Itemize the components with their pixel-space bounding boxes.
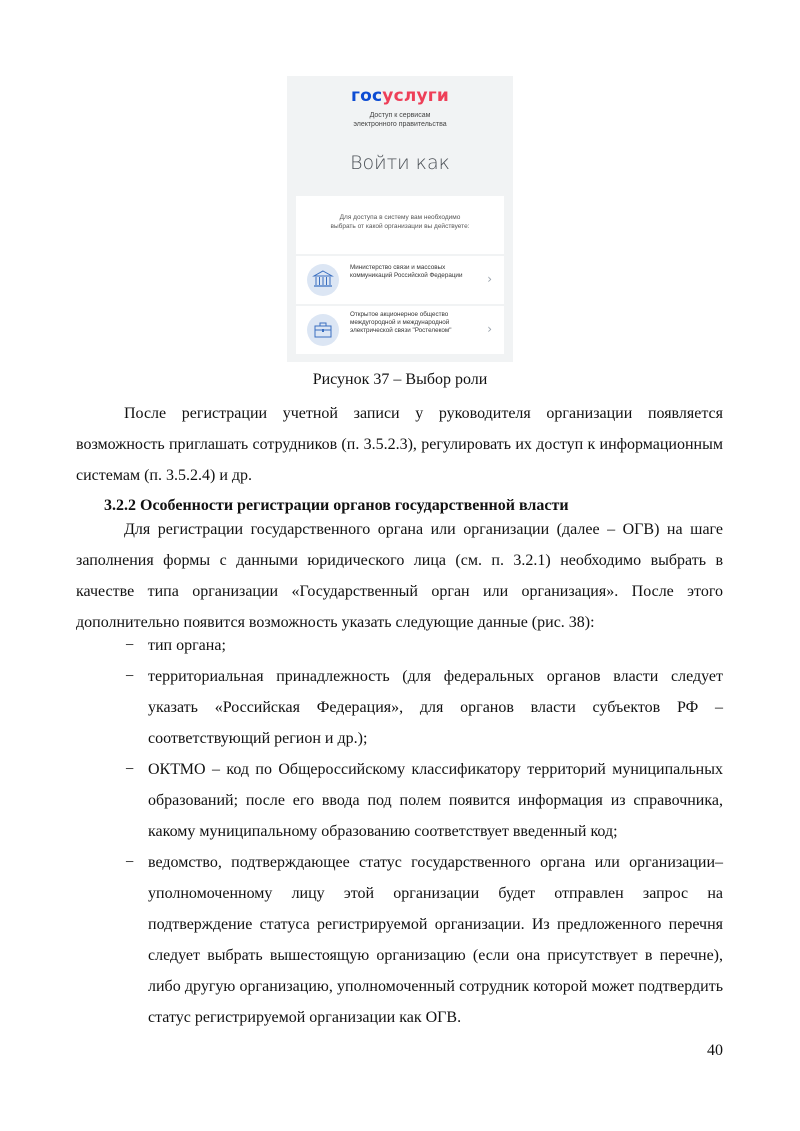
list-item: [0, 847, 800, 1033]
chevron-right-icon: ›: [487, 322, 492, 336]
paragraph: После регистрации учетной записи у руководителя организации появляется возможность приглашать сотрудников (п. 3.5.2.3), регулировать их доступ к информационным системам (п. 3.5.2.4) и др.: [76, 405, 723, 484]
tagline: Доступ к сервисам электронного правительства: [353, 112, 447, 128]
instruction-text: Для доступа в систему вам необходимо выбрать от какой организации вы действуете:: [330, 214, 470, 230]
instruction-panel: [296, 196, 504, 254]
section-heading: 3.2.2 Особенности регистрации органов государственной власти: [104, 497, 569, 514]
list-item-text: территориальная принадлежность (для федеральных органов власти следует указать «Российская Федерация», для органов власти субъектов РФ – соответствующий регион и др.);: [148, 668, 723, 747]
list-bullet: −: [125, 637, 135, 654]
list-item-text: тип органа;: [148, 637, 226, 654]
briefcase-icon: [307, 314, 339, 346]
login-as-title: Войти как: [350, 152, 450, 174]
requirements-list: [0, 630, 800, 1033]
list-item: [0, 661, 800, 754]
gosuslugi-logo: госуслуги: [351, 86, 449, 106]
organization-name: Открытое акционерное общество междугородной и международной электрической связи "Ростелеком": [350, 311, 452, 334]
list-item-text: ОКТМО – код по Общероссийскому классификатору территорий муниципальных образований; после его ввода под полем появится информация из справочника, какому муниципальному образованию соответствует введенный код;: [148, 761, 723, 840]
list-item: [0, 754, 800, 847]
page-number: 40: [707, 1042, 723, 1059]
organization-option-rostelecom[interactable]: [296, 306, 504, 354]
list-bullet: −: [125, 761, 135, 778]
organization-name: Министерство связи и массовых коммуникаций Российской Федерации: [350, 264, 463, 279]
list-bullet: −: [125, 668, 135, 685]
chevron-right-icon: ›: [487, 272, 492, 286]
figure-caption: Рисунок 37 – Выбор роли: [312, 371, 488, 388]
list-bullet: −: [125, 854, 135, 871]
login-screenshot-figure: [287, 76, 513, 362]
list-item: [0, 630, 800, 661]
paragraph: Для регистрации государственного органа или организации (далее – ОГВ) на шаге заполнения формы с данными юридического лица (см. п. 3.2.1) необходимо выбрать в качестве типа организации «Государственный орган или организация». После этого дополнительно появится возможность указать следующие данные (рис. 38):: [76, 521, 723, 631]
organization-option-ministry[interactable]: [296, 256, 504, 304]
list-item-text: ведомство, подтверждающее статус государственного органа или организации– уполномоченному лицу этой организации будет отправлен запрос на подтверждение статуса регистрируемой организации. Из предложенного перечня следует выбрать вышестоящую организацию (если она присутствует в перечне), либо другую организацию, уполномоченный сотрудник которой может подтвердить статус регистрируемой организации как ОГВ.: [148, 854, 723, 1026]
government-building-icon: [307, 264, 339, 296]
